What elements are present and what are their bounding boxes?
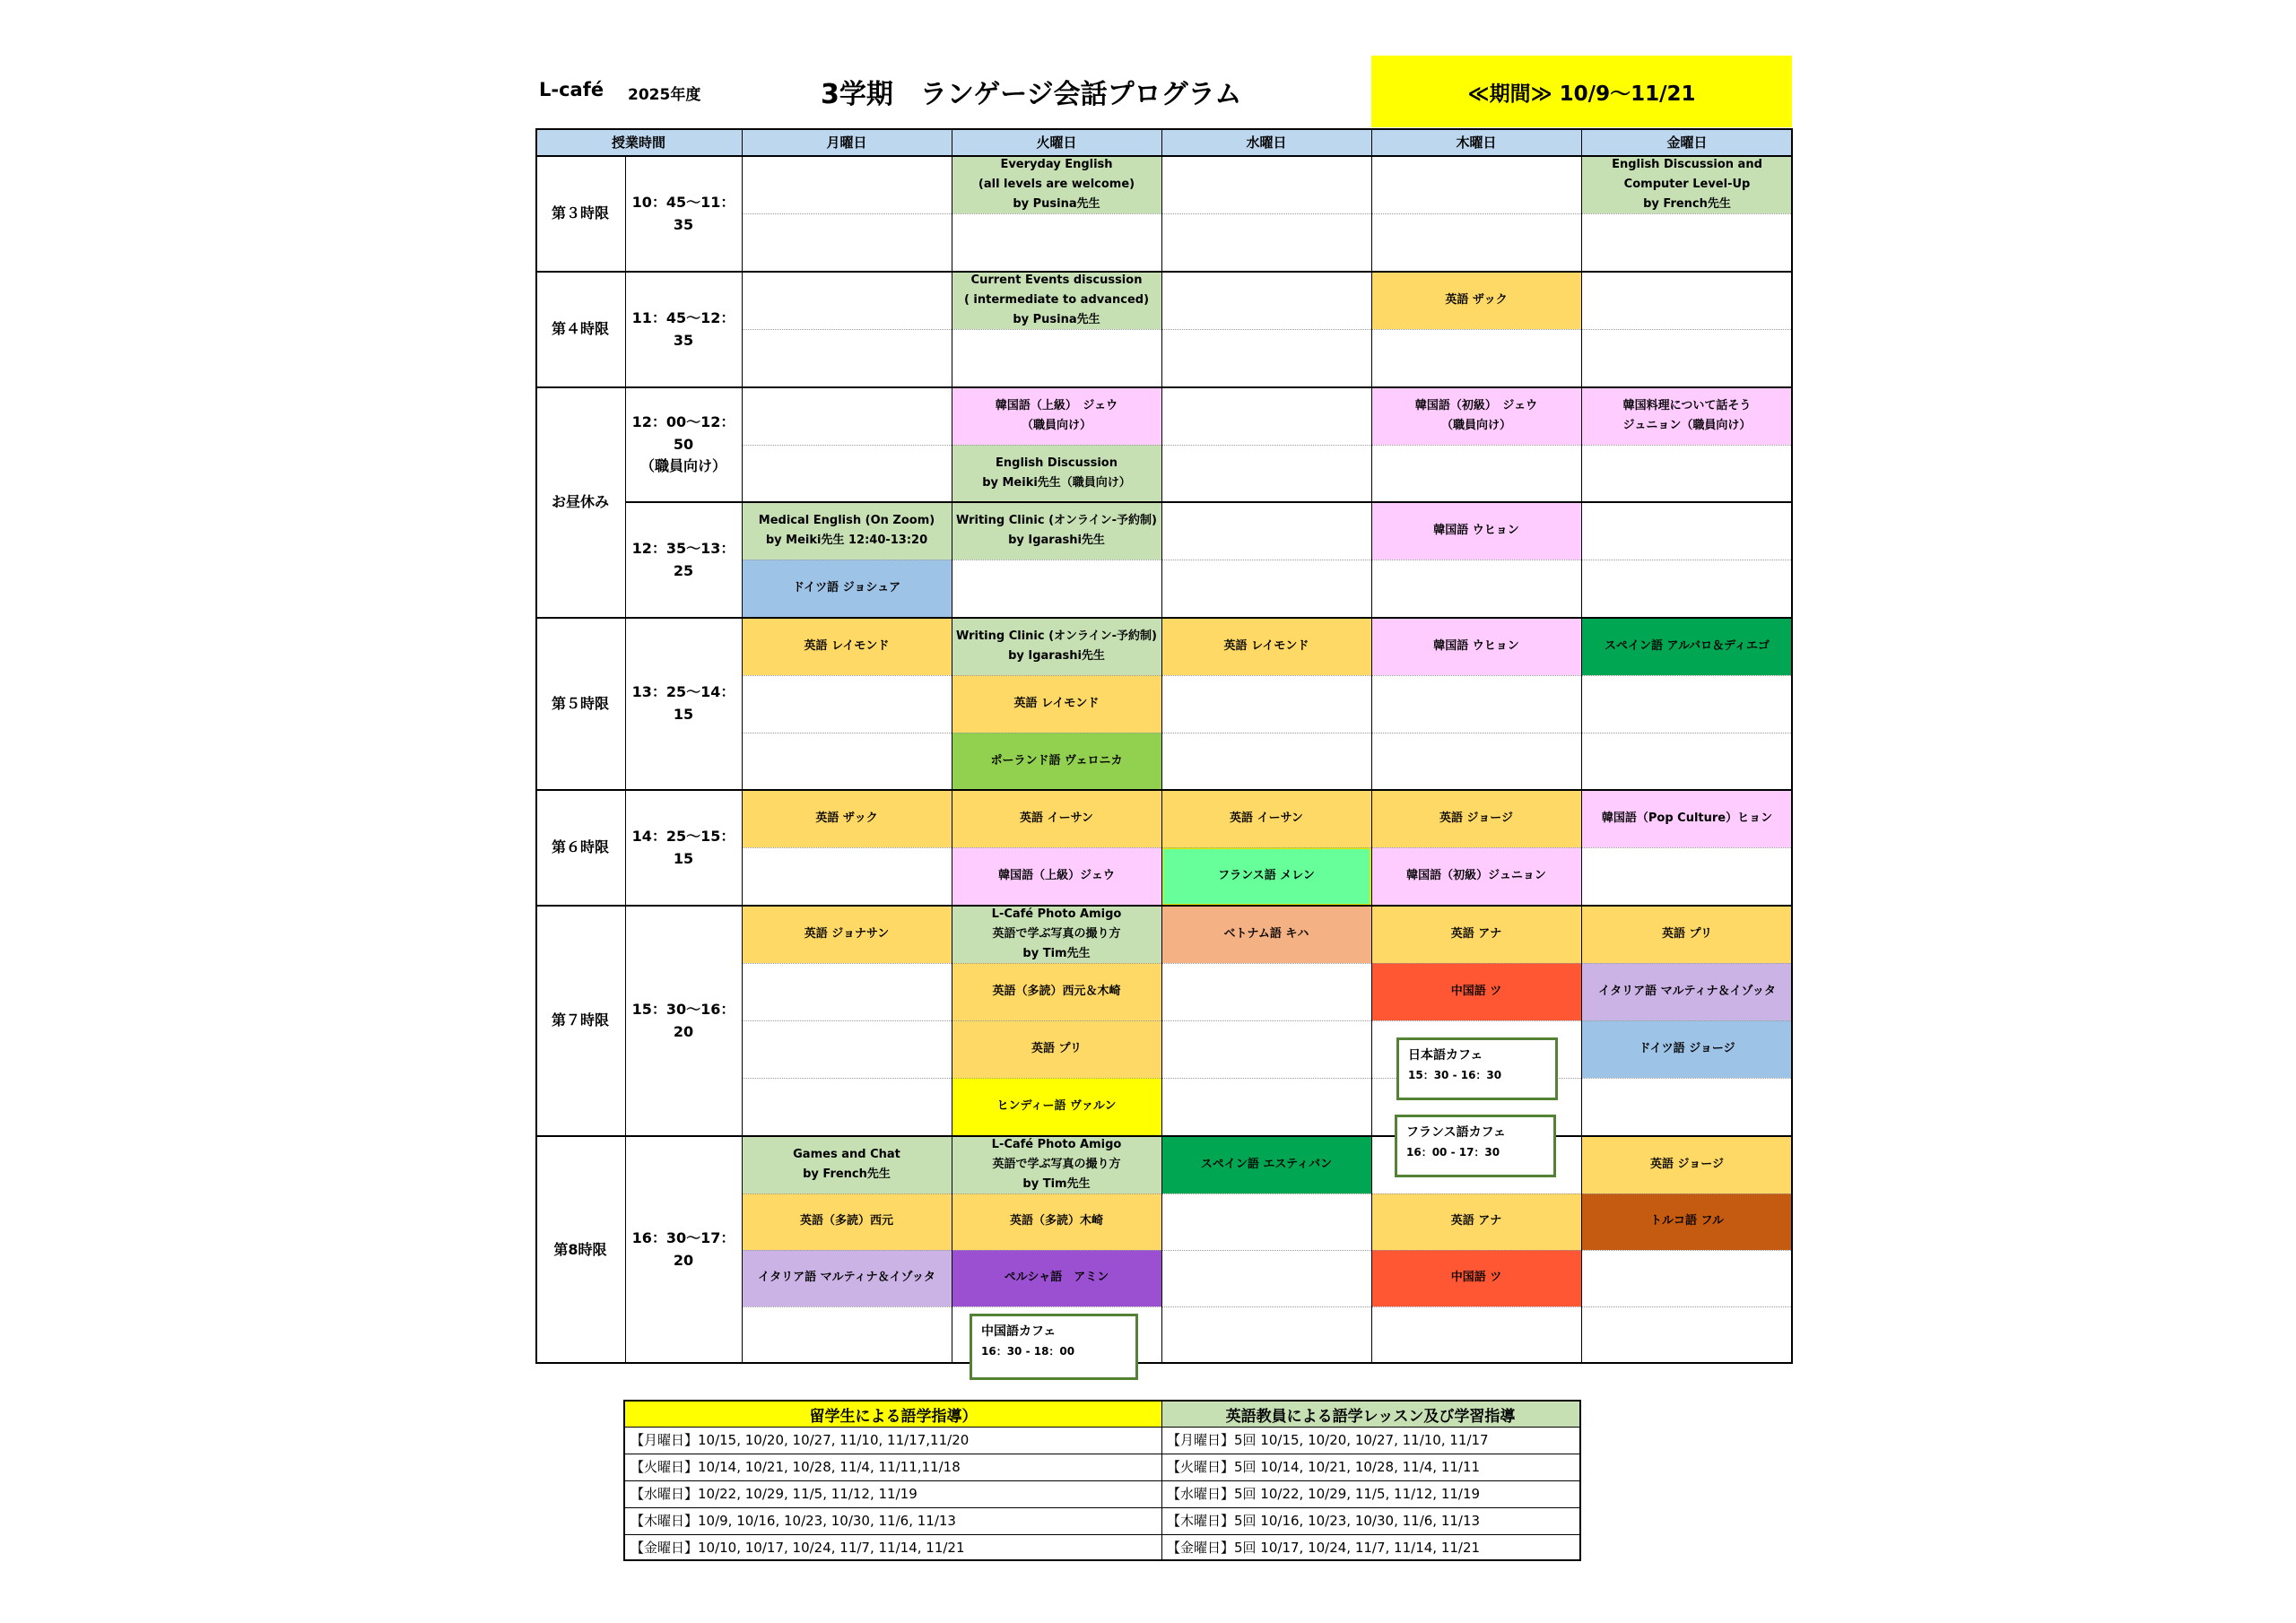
year-label: 2025年度 bbox=[628, 86, 701, 104]
class-cell[interactable] bbox=[952, 733, 1161, 790]
class-cell-line: （職員向け） bbox=[1440, 419, 1511, 432]
class-cell[interactable] bbox=[952, 790, 1161, 847]
cafe-box-chinese[interactable] bbox=[970, 1314, 1138, 1380]
dates-divider bbox=[625, 1427, 1579, 1428]
dates-divider bbox=[625, 1480, 1579, 1481]
dates-row-left: 【火曜日】10/14, 10/21, 10/28, 11/4, 11/11,11/18 bbox=[631, 1459, 961, 1475]
dates-col-divider bbox=[1161, 1402, 1162, 1559]
class-cell-line: Current Events discussion bbox=[970, 273, 1143, 287]
row-divider bbox=[535, 155, 1793, 157]
class-cell-line: 英語 ジョージ bbox=[1649, 1157, 1724, 1171]
class-cell[interactable] bbox=[742, 1136, 952, 1193]
dates-divider bbox=[625, 1534, 1579, 1535]
class-cell[interactable] bbox=[1581, 156, 1793, 213]
column-divider bbox=[1371, 128, 1372, 1364]
class-cell[interactable] bbox=[742, 618, 952, 675]
sub-row-divider bbox=[742, 329, 1793, 330]
class-cell-line: 英語（多読）西元 bbox=[799, 1214, 893, 1228]
class-cell-line: 英語 レイモンド bbox=[1013, 696, 1100, 710]
class-cell[interactable] bbox=[952, 272, 1161, 329]
class-cell[interactable] bbox=[952, 1136, 1161, 1193]
row-divider bbox=[625, 501, 1793, 503]
period-3-time: 10：45〜11：35 bbox=[631, 193, 735, 233]
class-cell-line: (all levels are welcome) bbox=[978, 177, 1135, 191]
row-divider bbox=[535, 386, 1793, 388]
period-5-label: 第５時限 bbox=[551, 694, 609, 712]
class-cell[interactable] bbox=[742, 790, 952, 847]
class-cell-line: by Tim先生 bbox=[1022, 1177, 1091, 1192]
column-divider bbox=[742, 128, 743, 1364]
class-cell-line: 英語で学ぶ写真の撮り方 bbox=[992, 1157, 1121, 1171]
class-cell-line: Computer Level-Up bbox=[1623, 177, 1751, 191]
dates-row-left: 【水曜日】10/22, 10/29, 11/5, 11/12, 11/19 bbox=[631, 1486, 918, 1502]
row-divider bbox=[535, 789, 1793, 791]
dates-row-left: 【木曜日】10/9, 10/16, 10/23, 10/30, 11/6, 11/13 bbox=[631, 1513, 956, 1529]
row-divider bbox=[535, 271, 1793, 273]
class-cell-line: フランス語 メレン bbox=[1218, 869, 1315, 883]
class-cell-line: Writing Clinic (オンライン-予約制) bbox=[955, 513, 1158, 527]
period-3-label: 第３時限 bbox=[551, 204, 609, 222]
lunch-time-a-range: 12：00〜12：50 bbox=[631, 412, 735, 453]
period-8-time: 16：30〜17：20 bbox=[631, 1229, 735, 1269]
class-cell[interactable] bbox=[1161, 618, 1371, 675]
class-cell-line: 英語（多読）西元＆木崎 bbox=[992, 984, 1121, 998]
column-header-wednesday: 水曜日 bbox=[1161, 128, 1371, 156]
class-cell[interactable] bbox=[1161, 906, 1371, 963]
period-7-label: 第７時限 bbox=[551, 1011, 609, 1029]
class-cell[interactable] bbox=[1371, 963, 1581, 1020]
class-cell-line: ( intermediate to advanced) bbox=[963, 292, 1150, 307]
class-cell-line: 英語 プリ bbox=[1661, 926, 1712, 941]
class-cell-line: 韓国語（上級）ジェウ bbox=[998, 869, 1115, 883]
lunch-time-a-note: （職員向け） bbox=[639, 457, 726, 475]
sub-row-divider bbox=[742, 445, 1793, 446]
class-cell-line: English Discussion and bbox=[1612, 157, 1762, 171]
cafe-time: 15：30 - 16：30 bbox=[1408, 1069, 1502, 1081]
column-header-tuesday: 火曜日 bbox=[952, 128, 1161, 156]
class-cell[interactable] bbox=[952, 963, 1161, 1020]
sub-row-divider bbox=[742, 1306, 1793, 1307]
cafe-name: 日本語カフェ bbox=[1408, 1048, 1483, 1063]
row-divider bbox=[535, 905, 1793, 907]
class-cell[interactable] bbox=[1371, 847, 1581, 906]
period-4-label: 第４時限 bbox=[551, 320, 609, 338]
class-cell-line: 英語 レイモンド bbox=[804, 638, 890, 653]
class-cell[interactable] bbox=[1371, 906, 1581, 963]
class-cell-line: 英語 イーサン bbox=[1020, 811, 1093, 825]
class-cell-line: L-Café Photo Amigo bbox=[991, 1137, 1122, 1151]
sub-row-divider bbox=[742, 1078, 1793, 1079]
class-cell[interactable] bbox=[742, 502, 952, 560]
class-cell-line: 英語 アナ bbox=[1450, 1214, 1502, 1228]
class-cell-line: ドイツ語 ジョージ bbox=[1639, 1041, 1735, 1055]
class-cell-line: by French先生 bbox=[1643, 197, 1731, 212]
class-cell-line: Games and Chat bbox=[793, 1147, 900, 1161]
dates-row-right: 【木曜日】5回 10/16, 10/23, 10/30, 11/6, 11/13 bbox=[1167, 1513, 1481, 1529]
class-cell-line: 韓国料理について話そう bbox=[1622, 398, 1752, 412]
dates-divider bbox=[625, 1507, 1579, 1508]
class-cell-line: 韓国語（初級）ジュニョン bbox=[1406, 869, 1546, 883]
class-cell-line: ヒンディー語 ヴァルン bbox=[996, 1099, 1117, 1114]
dates-row-right: 【水曜日】5回 10/22, 10/29, 11/5, 11/12, 11/19 bbox=[1167, 1486, 1481, 1502]
cafe-name: 中国語カフェ bbox=[981, 1324, 1057, 1339]
class-cell[interactable] bbox=[1371, 272, 1581, 329]
class-cell[interactable] bbox=[1581, 1136, 1793, 1193]
class-cell-line: 韓国語 ウヒョン bbox=[1433, 638, 1519, 653]
class-cell-line: 英語 レイモンド bbox=[1223, 638, 1309, 653]
period-7-time: 15：30〜16：20 bbox=[631, 1000, 735, 1040]
class-cell-line: by Tim先生 bbox=[1022, 947, 1091, 961]
class-cell[interactable] bbox=[1161, 847, 1371, 906]
class-cell-line: （職員向け） bbox=[1021, 419, 1091, 432]
class-cell[interactable] bbox=[952, 387, 1161, 445]
class-cell[interactable] bbox=[952, 1193, 1161, 1250]
class-cell-line: English Discussion bbox=[996, 456, 1118, 470]
class-cell-line: ベトナム語 キハ bbox=[1223, 926, 1309, 941]
sub-row-divider bbox=[742, 675, 1793, 676]
class-cell-line: スペイン語 エスティバン bbox=[1200, 1157, 1333, 1171]
lunch-label: お昼休み bbox=[551, 493, 609, 511]
class-cell-line: 英語 アナ bbox=[1450, 926, 1502, 941]
period-5-time: 13：25〜14：15 bbox=[631, 683, 735, 723]
dates-row-left: 【月曜日】10/15, 10/20, 10/27, 11/10, 11/17,11/20 bbox=[631, 1432, 970, 1448]
cafe-box-french[interactable] bbox=[1395, 1115, 1556, 1177]
dates-row-right: 【金曜日】5回 10/17, 10/24, 11/7, 11/14, 11/21 bbox=[1167, 1540, 1481, 1556]
class-cell-line: トルコ語 フル bbox=[1649, 1214, 1724, 1228]
period-6-time: 14：25〜15：15 bbox=[631, 827, 735, 867]
class-cell-line: 英語 イーサン bbox=[1230, 811, 1303, 825]
class-cell-line: 中国語 ツ bbox=[1450, 1271, 1502, 1285]
class-cell[interactable] bbox=[1581, 1020, 1793, 1078]
class-cell-line: スペイン語 アルバロ＆ディエゴ bbox=[1604, 638, 1770, 653]
class-cell[interactable] bbox=[952, 156, 1161, 213]
class-cell-line: 英語（多読）木崎 bbox=[1009, 1214, 1103, 1228]
schedule-table bbox=[535, 128, 1793, 1364]
class-cell-line: ジュニョン（職員向け） bbox=[1622, 419, 1752, 432]
row-divider bbox=[535, 617, 1793, 619]
class-cell-line: 英語 ジョナサン bbox=[804, 926, 890, 941]
dates-header-exchange: 留学生による語学指導） bbox=[625, 1402, 1161, 1427]
class-cell-line: イタリア語 マルティナ＆イゾッタ bbox=[1598, 984, 1776, 998]
dates-row-left: 【金曜日】10/10, 10/17, 10/24, 11/7, 11/14, 11/21 bbox=[631, 1540, 965, 1556]
column-divider bbox=[1161, 128, 1162, 1364]
class-cell[interactable] bbox=[1581, 790, 1793, 847]
class-cell-line: 韓国語（Pop Culture）ヒョン bbox=[1601, 811, 1773, 825]
column-header-monday: 月曜日 bbox=[742, 128, 952, 156]
sub-row-divider bbox=[742, 963, 1793, 964]
class-cell[interactable] bbox=[1371, 1193, 1581, 1250]
class-cell[interactable] bbox=[952, 445, 1161, 502]
cafe-time: 16：30 - 18：00 bbox=[981, 1345, 1075, 1358]
sub-row-divider bbox=[742, 1193, 1793, 1194]
class-cell-line: L-Café Photo Amigo bbox=[991, 907, 1122, 921]
class-cell[interactable] bbox=[952, 618, 1161, 675]
class-cell[interactable] bbox=[1581, 387, 1793, 445]
class-cell[interactable] bbox=[952, 502, 1161, 560]
period-6-label: 第６時限 bbox=[551, 838, 609, 856]
class-cell[interactable] bbox=[952, 675, 1161, 733]
sub-row-divider bbox=[742, 847, 1793, 848]
class-cell-line: イタリア語 マルティナ＆イゾッタ bbox=[758, 1271, 935, 1285]
period-4-time: 11：45〜12：35 bbox=[631, 308, 735, 349]
cafe-name: フランス語カフェ bbox=[1406, 1125, 1506, 1140]
sub-row-divider bbox=[742, 1250, 1793, 1251]
row-divider bbox=[535, 1135, 1793, 1137]
class-cell[interactable] bbox=[1371, 387, 1581, 445]
class-cell-line: ポーランド語 ヴェロニカ bbox=[990, 753, 1123, 768]
sub-row-divider bbox=[742, 213, 1793, 214]
column-header-friday: 金曜日 bbox=[1581, 128, 1793, 156]
class-cell[interactable] bbox=[742, 1250, 952, 1306]
class-cell-line: 英語 プリ bbox=[1031, 1041, 1082, 1055]
column-header-thursday: 木曜日 bbox=[1371, 128, 1581, 156]
class-cell[interactable] bbox=[1581, 618, 1793, 675]
period-8-label: 第8時限 bbox=[553, 1240, 607, 1258]
class-cell-line: 英語 ザック bbox=[815, 811, 878, 825]
page-title: 3学期 ランゲージ会話プログラム bbox=[821, 79, 1242, 110]
dates-header-teachers: 英語教員による語学レッスン及び学習指導 bbox=[1161, 1402, 1579, 1427]
class-cell-line: 英語 ザック bbox=[1445, 292, 1508, 307]
class-cell-line: Writing Clinic (オンライン-予約制) bbox=[955, 629, 1158, 643]
cafe-box-japanese[interactable] bbox=[1396, 1037, 1558, 1100]
column-divider bbox=[1581, 128, 1582, 1364]
class-cell[interactable] bbox=[1371, 502, 1581, 560]
class-cell-line: 中国語 ツ bbox=[1450, 984, 1502, 998]
class-cell[interactable] bbox=[742, 906, 952, 963]
class-cell-line: Everyday English bbox=[1000, 157, 1113, 171]
lunch-time-b: 12：35〜13：25 bbox=[631, 539, 735, 579]
class-cell-line: by Meiki先生（職員向け） bbox=[982, 476, 1131, 490]
brand-label: L-café bbox=[539, 79, 604, 100]
class-cell[interactable] bbox=[952, 847, 1161, 906]
class-cell-line: ペルシャ語 アミン bbox=[1004, 1271, 1109, 1285]
class-cell-line: by Pusina先生 bbox=[1013, 197, 1100, 212]
class-cell[interactable] bbox=[742, 560, 952, 618]
class-cell-line: 韓国語 ウヒョン bbox=[1433, 523, 1519, 537]
class-cell-line: 韓国語（上級） ジェウ bbox=[995, 398, 1118, 412]
column-divider bbox=[625, 156, 626, 1364]
class-cell-line: Medical English (On Zoom) bbox=[758, 513, 935, 527]
class-cell-line: 英語 ジョージ bbox=[1439, 811, 1513, 825]
class-cell[interactable] bbox=[952, 1078, 1161, 1136]
class-cell[interactable] bbox=[1161, 1136, 1371, 1193]
class-cell[interactable] bbox=[1371, 790, 1581, 847]
class-cell[interactable] bbox=[1581, 963, 1793, 1020]
class-cell-line: by Igarashi先生 bbox=[1008, 649, 1105, 663]
class-cell[interactable] bbox=[742, 1193, 952, 1250]
class-cell-line: by Meiki先生 12:40-13:20 bbox=[765, 534, 928, 547]
class-cell-line: by French先生 bbox=[803, 1167, 891, 1181]
period-banner bbox=[1371, 56, 1792, 127]
class-cell[interactable] bbox=[1371, 1250, 1581, 1306]
class-cell[interactable] bbox=[952, 1250, 1161, 1306]
dates-row-right: 【月曜日】5回 10/15, 10/20, 10/27, 11/10, 11/17 bbox=[1167, 1432, 1489, 1448]
dates-row-right: 【火曜日】5回 10/14, 10/21, 10/28, 11/4, 11/11 bbox=[1167, 1459, 1481, 1475]
class-cell[interactable] bbox=[1581, 906, 1793, 963]
class-cell-line: ドイツ語 ジョシュア bbox=[792, 581, 901, 595]
period-label: ≪期間≫ 10/9〜11/21 bbox=[1467, 82, 1696, 106]
class-cell-line: by Pusina先生 bbox=[1013, 313, 1100, 327]
class-cell[interactable] bbox=[1371, 618, 1581, 675]
class-cell-line: by Igarashi先生 bbox=[1008, 534, 1105, 547]
sub-row-divider bbox=[742, 1020, 1793, 1021]
column-header-time: 授業時間 bbox=[535, 128, 742, 156]
cafe-time: 16：00 - 17：30 bbox=[1406, 1146, 1500, 1159]
dates-table bbox=[623, 1400, 1581, 1561]
class-cell[interactable] bbox=[952, 906, 1161, 963]
class-cell-line: 英語で学ぶ写真の撮り方 bbox=[992, 926, 1121, 941]
class-cell[interactable] bbox=[1581, 1193, 1793, 1250]
class-cell[interactable] bbox=[1161, 790, 1371, 847]
class-cell[interactable] bbox=[952, 1020, 1161, 1078]
class-cell-line: 韓国語（初級） ジェウ bbox=[1414, 398, 1538, 412]
lunch-time-a bbox=[625, 387, 742, 502]
